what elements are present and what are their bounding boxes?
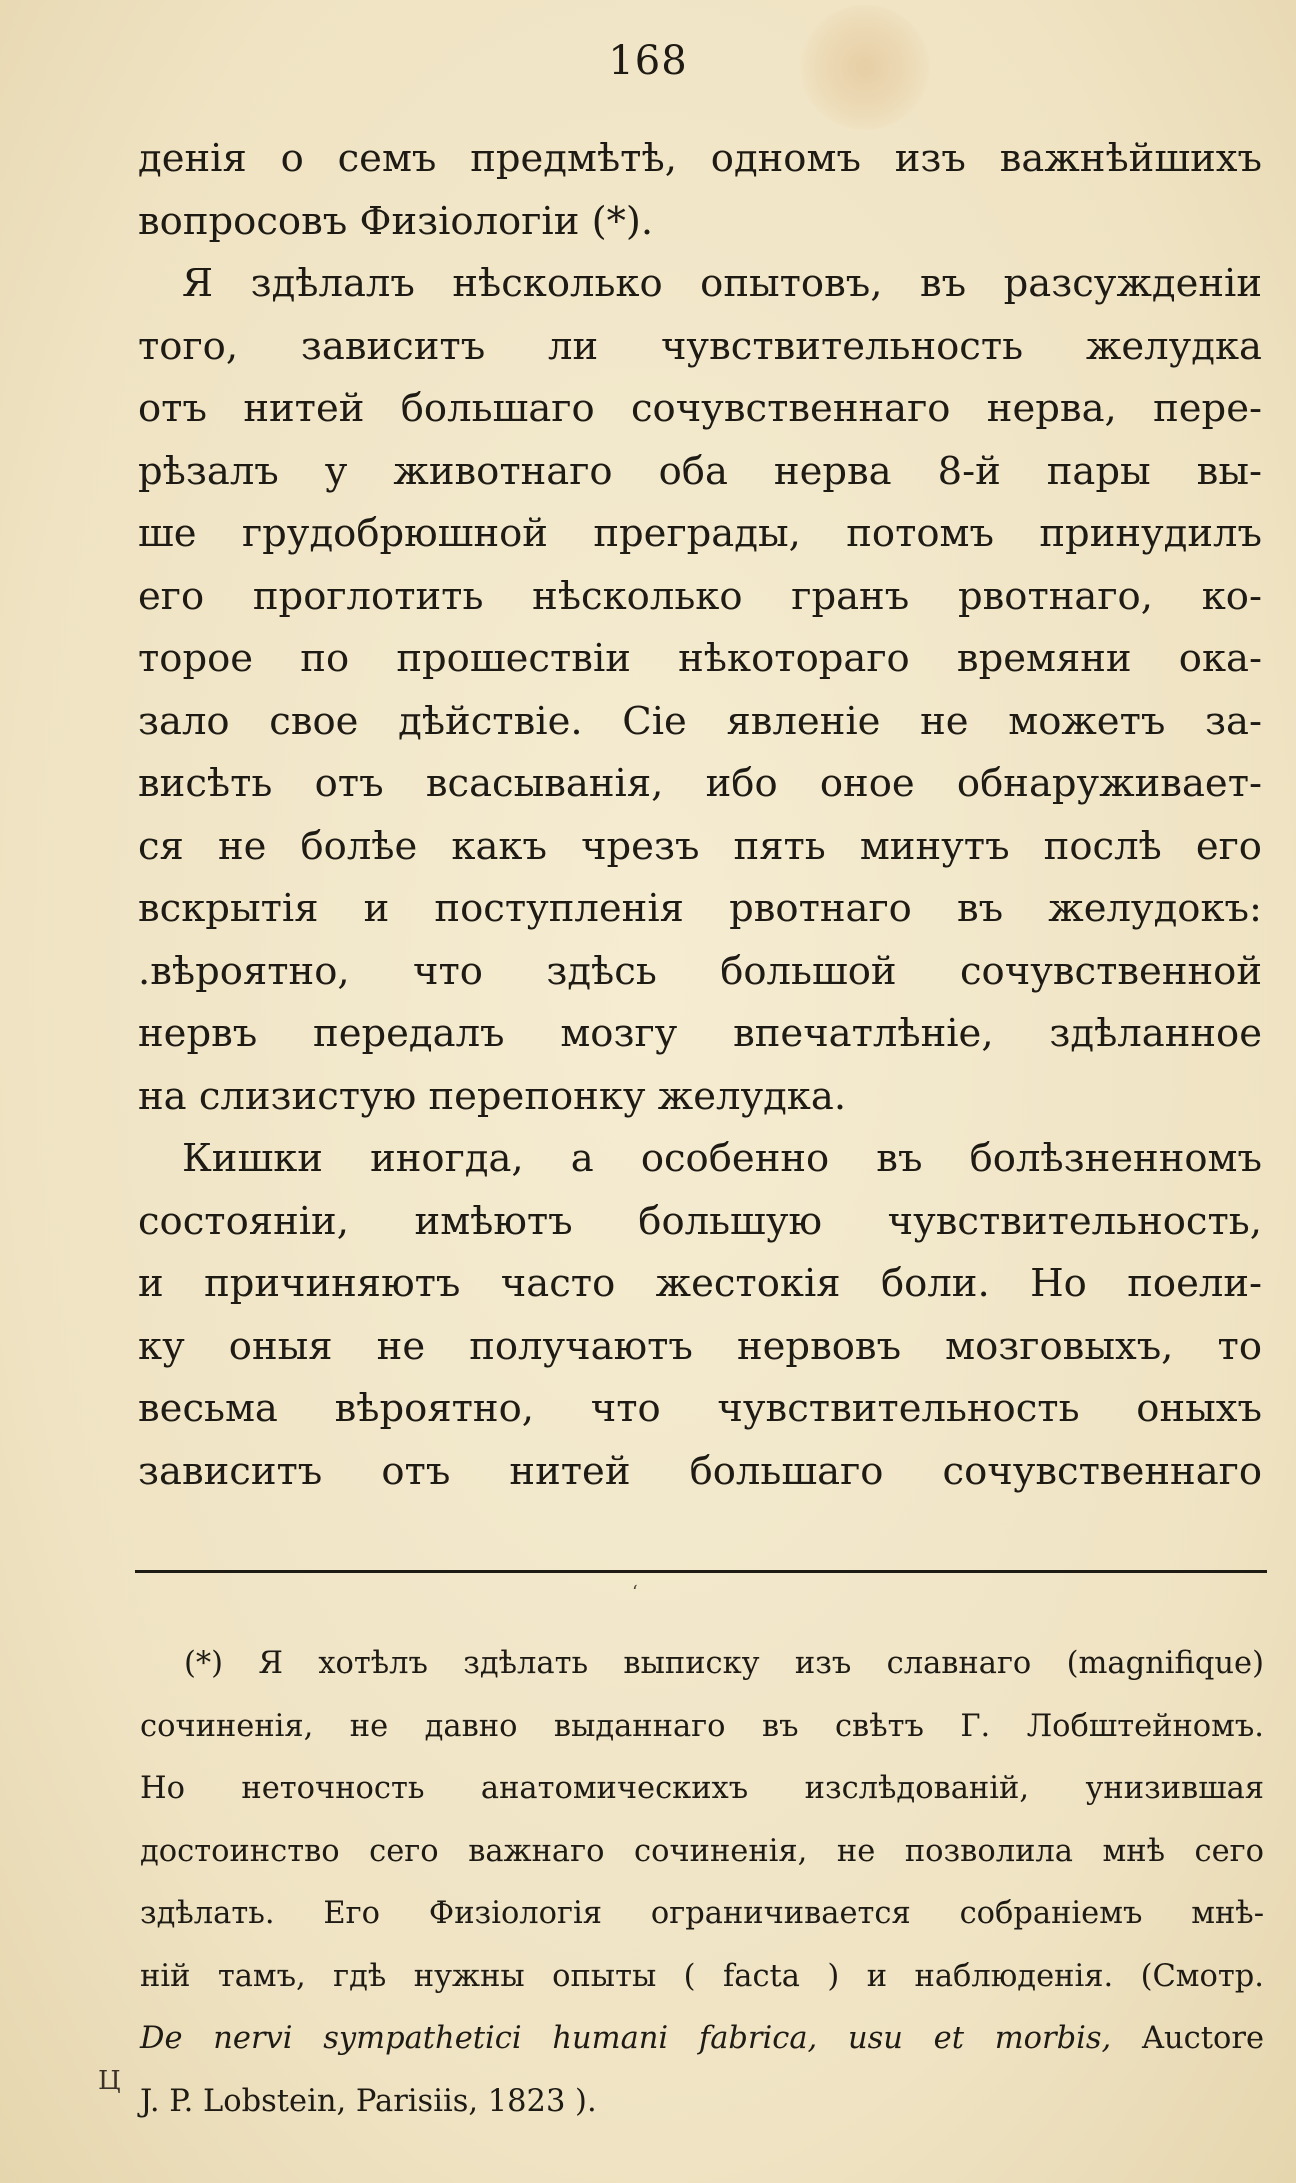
text-line: отъ нитей большаго сочувственнаго нерва, пере- xyxy=(138,386,1262,431)
text-line: торое по прошествіи нѣкотораго времяни ока- xyxy=(138,636,1262,681)
text-line: ся не болѣе какъ чрезъ пять минутъ послѣ его xyxy=(138,823,1262,869)
text-line: и причиняютъ часто жестокія боли. Но поели- xyxy=(138,1261,1262,1306)
corner-mark: Ц xyxy=(98,2066,121,2096)
footnote-line: здѣлать. Его Физіологія ограничивается собраніемъ мнѣ- xyxy=(140,1896,1264,1931)
text-line: нервъ передалъ мозгу впечатлѣніе, здѣланное xyxy=(138,1011,1262,1056)
citation-title: De nervi sympathetici humani fabrica, xyxy=(140,2021,818,2056)
text-line: вскрытія и поступленія рвотнаго въ желудокъ: xyxy=(138,886,1262,931)
text-line: весьма вѣроятно, что чувствительность оныхъ xyxy=(138,1386,1262,1431)
main-text xyxy=(138,128,1262,1503)
text-line: его проглотить нѣсколько гранъ рвотнаго, ко- xyxy=(138,573,1262,619)
text-line: вопросовъ Физіологіи (*). xyxy=(138,198,654,244)
separator-mark: ʻ xyxy=(632,1582,638,1603)
footnote-line: сочиненія, не давно выданнаго въ свѣтъ Г. Лобштейномъ. xyxy=(140,1708,1264,1744)
text-line: зависитъ отъ нитей большаго сочувственнаго xyxy=(138,1448,1262,1494)
footnote-line: (*) Я хотѣлъ здѣлать выписку изъ славнаго (magnifique) xyxy=(184,1646,1264,1681)
text-line: состояніи, имѣютъ большую чувствительность, xyxy=(138,1198,1262,1244)
citation-auctore: Auctore xyxy=(1142,2021,1264,2056)
footnote-separator xyxy=(135,1570,1267,1573)
page-number: 168 xyxy=(608,38,688,84)
footnote xyxy=(140,1638,1264,2138)
text-line: денія о семъ предмѣтѣ, одномъ изъ важнѣйшихъ xyxy=(138,136,1262,181)
text-line: Кишки иногда, а особенно въ болѣзненномъ xyxy=(182,1136,1262,1181)
footnote-line: Но неточность анатомическихъ изслѣдованій, унизившая xyxy=(140,1771,1264,1806)
text-line: Я здѣлалъ нѣсколько опытовъ, въ разсужденіи xyxy=(182,261,1262,306)
text-line: ку оныя не получаютъ нервовъ мозговыхъ, то xyxy=(138,1323,1262,1369)
footnote-citation-line xyxy=(140,2013,1264,2076)
text-line: того, зависитъ ли чувствительность желудка xyxy=(138,323,1262,369)
text-line: висѣть отъ всасыванія, ибо оное обнаруживает- xyxy=(138,761,1262,806)
text-line: зало свое дѣйствіе. Сіе явленіе не можетъ за- xyxy=(138,698,1262,744)
footnote-line: достоинство сего важнаго сочиненія, не позволила мнѣ сего xyxy=(140,1833,1264,1869)
text-line: на слизистую перепонку желудка. xyxy=(138,1073,847,1119)
citation-subtitle: usu et morbis, xyxy=(847,2021,1112,2056)
text-line: .вѣроятно, что здѣсь большой сочувственной xyxy=(138,948,1262,994)
citation-author-line: J. P. Lobstein, Parisiis, 1823 ). xyxy=(140,2083,597,2119)
text-line: рѣзалъ у животнаго оба нерва 8-й пары вы- xyxy=(138,448,1262,494)
footnote-line: ній тамъ, гдѣ нужны опыты ( facta ) и наблюденія. (Смотр. xyxy=(140,1958,1264,1994)
text-line: ше грудобрюшной преграды, потомъ принудилъ xyxy=(138,511,1262,556)
